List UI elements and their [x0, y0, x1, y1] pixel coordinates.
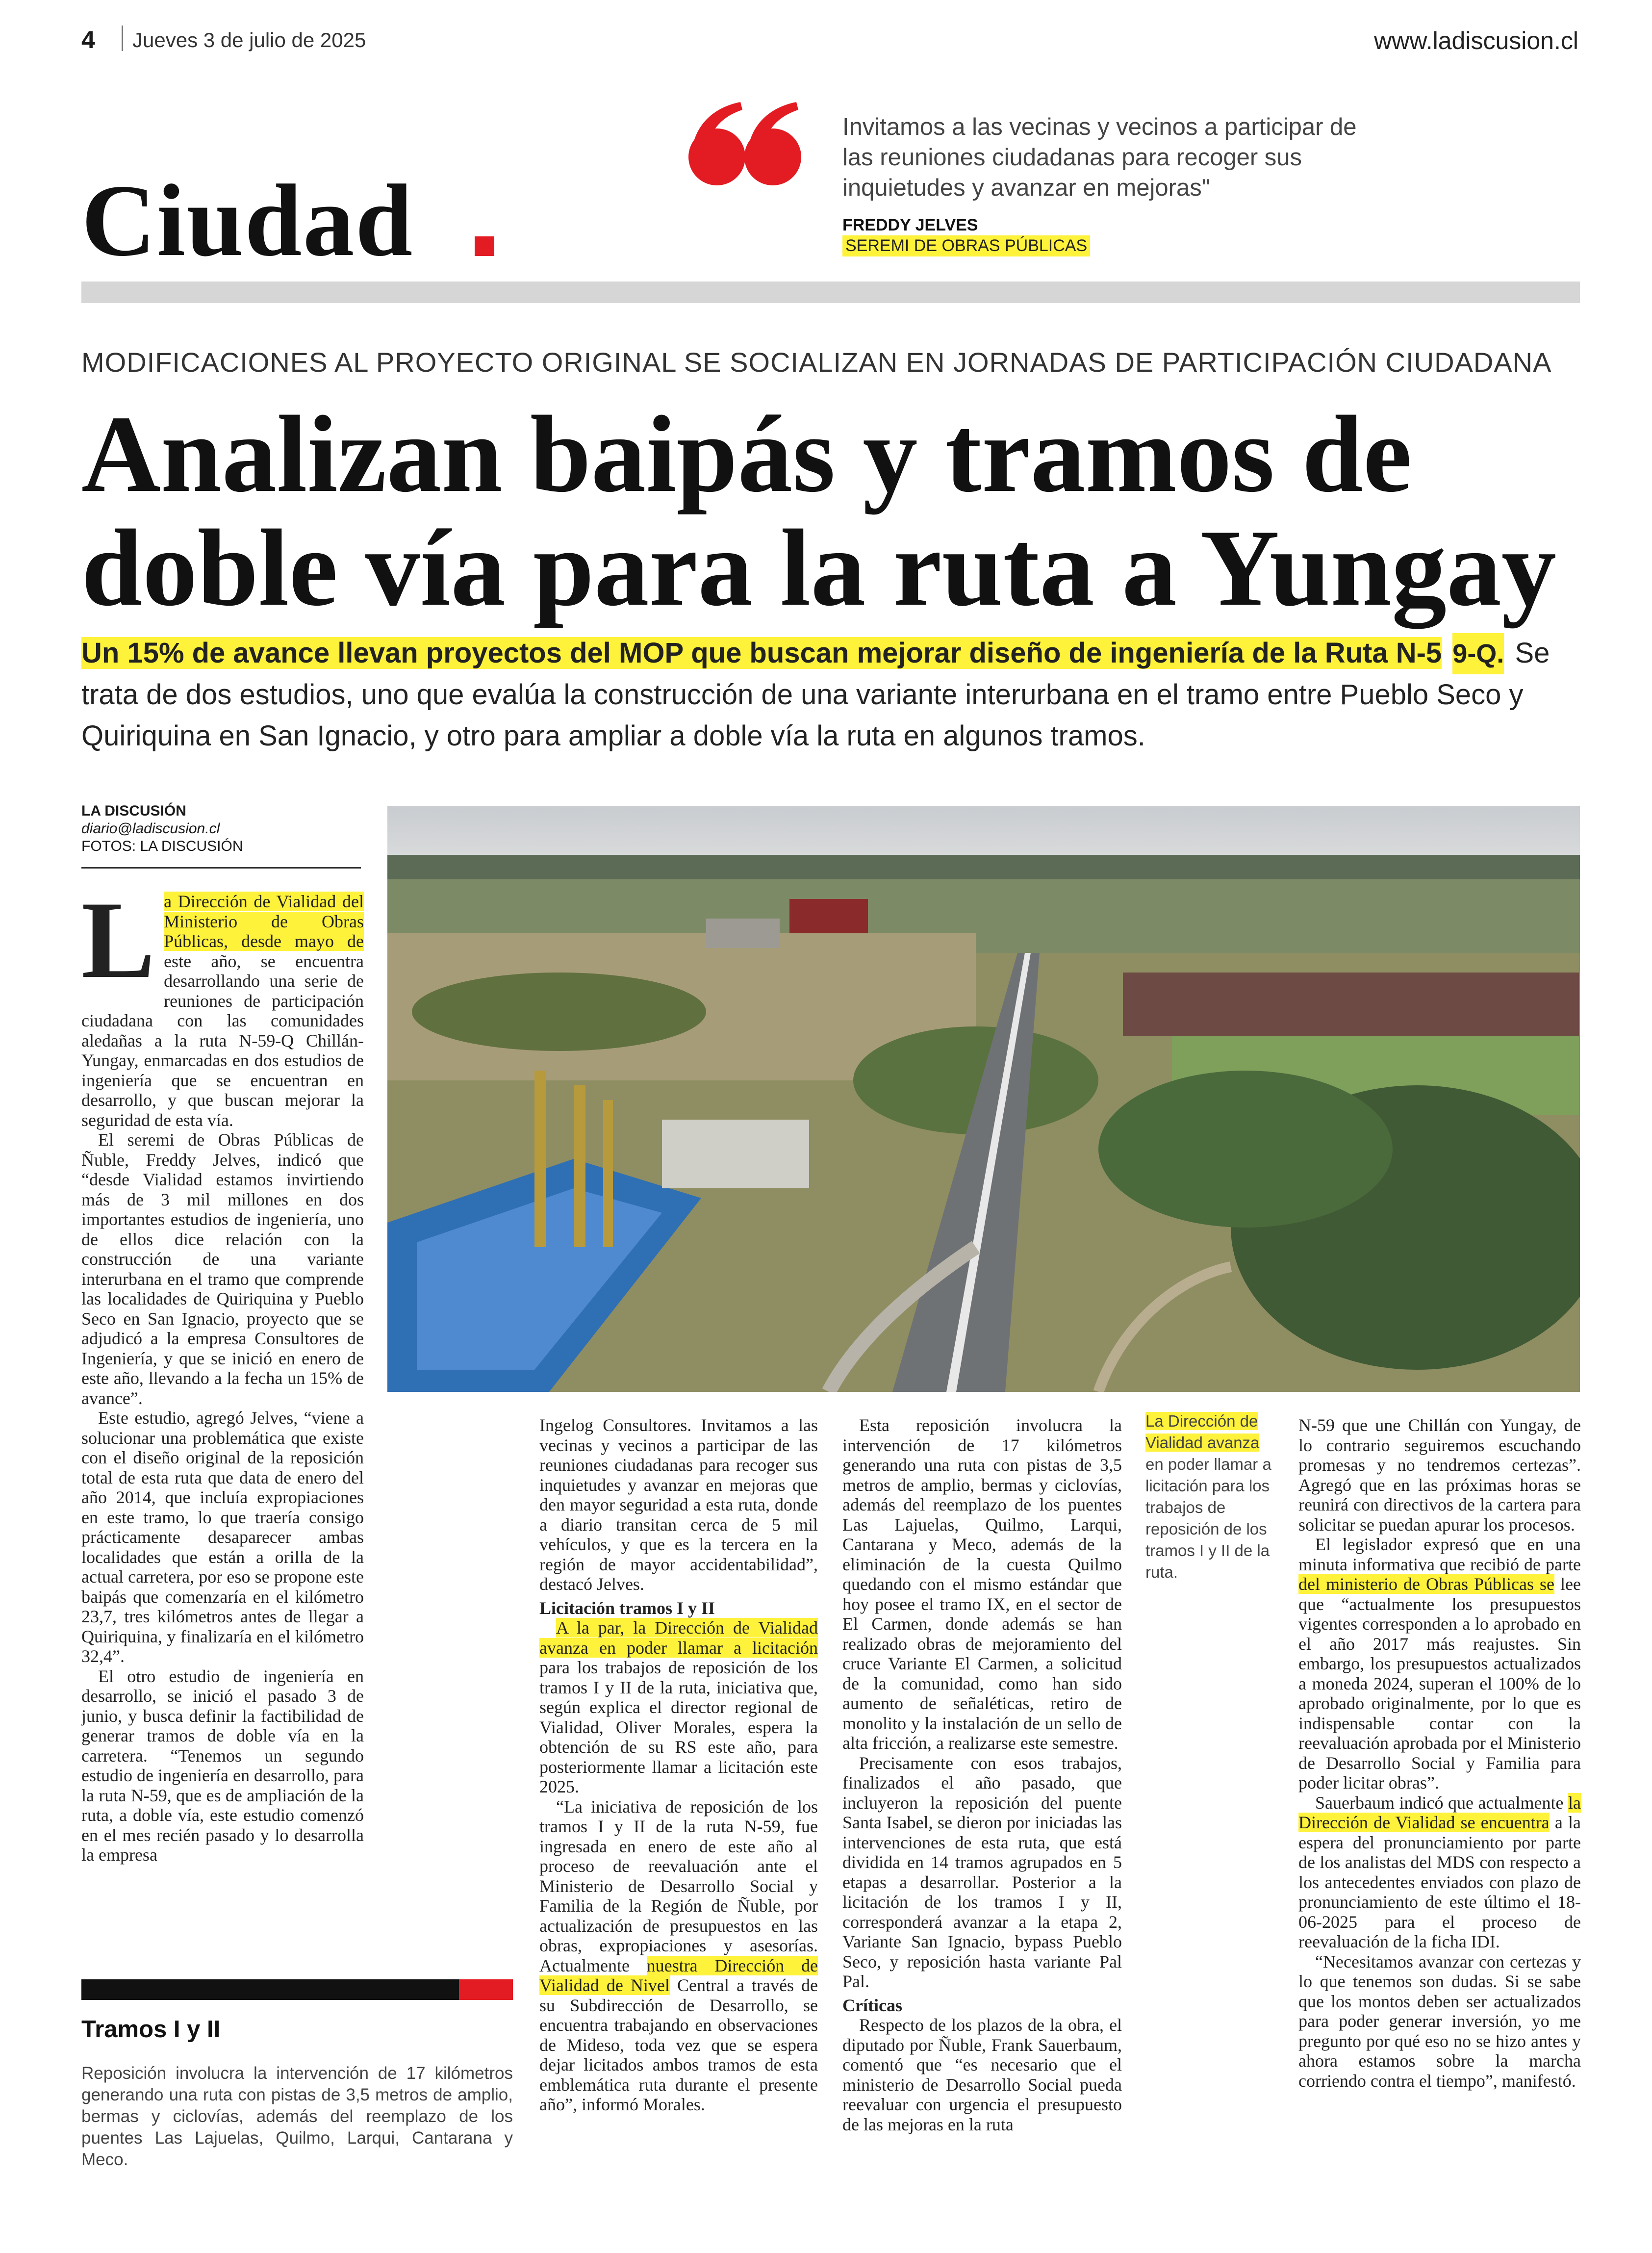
highlighted-text: La Dirección de Vialidad avanza — [1145, 1412, 1260, 1452]
quote-mark-icon — [686, 93, 804, 191]
paragraph: Respecto de los plazos de la obra, el diputado por Ñuble, Frank Sauerbaum, comentó que “es necesario que el ministerio de Desarrollo Social pueda reevaluar con urgencia el presupuesto de las mejoras en la ruta — [842, 2015, 1122, 2134]
article-column-1 — [81, 878, 364, 1865]
paragraph-text: “La iniciativa de reposición de los tramos I y II de la ruta N-59, fue ingresada en enero de este año al proceso de reevaluación ante el Ministerio de Desarrollo Social y Familia de la Región de Ñuble, por actualización de presupuestos en las obras, expropiaciones y asesorías. Actualmente — [539, 1796, 818, 1975]
pull-quote-role: SEREMI DE OBRAS PÚBLICAS — [842, 235, 1090, 256]
paragraph: Esta reposición involucra la intervención de 17 kilómetros generando una ruta con pistas de 3,5 metros de amplio, bermas y ciclovías, además del reemplazo de los puentes Las Lajuelas, Quilmo, Larqui, Cantarana y Meco, además de la eliminación de la cuesta Quilmo quedando con el mismo estándar que hoy posee el tramo IX, en el sector de El Carmen, donde además se han realizado obras de mejoramiento del cruce Variante El Carmen, a solicitud de la comunidad, como han sido aumento de señaléticas, retiro de monolito y la instalación de un sello de alta fricción, a realizarse este semestre. — [842, 1415, 1122, 1753]
article-kicker: MODIFICACIONES AL PROYECTO ORIGINAL SE SOCIALIZAN EN JORNADAS DE PARTICIPACIÓN CIUDADANA — [81, 347, 1552, 378]
paragraph-text: Central a través de su Subdirección de Desarrollo, se encuentra trabajando en observaciones de Mideso, toda vez que se espera dejar licitados ambos tramos de esta emblemática ruta durante el presente año”, informó Morales. — [539, 1975, 818, 2114]
article-column-2 — [539, 1415, 818, 2115]
highlighted-text: nuestra Dirección de Vialidad de Nivel — [539, 1955, 818, 1995]
paragraph-text: para los trabajos de reposición de los tramos I y II de la ruta, iniciativa que, según explica el director regional de Vialidad, Oliver Morales, espera la obtención de su RS este año, para posteriormente llamar a licitación este 2025. — [539, 1658, 818, 1796]
sidebar-title: Tramos I y II — [81, 2016, 221, 2043]
photo-caption — [1145, 1410, 1274, 1583]
subheading: Críticas — [842, 1995, 902, 2015]
sidebar-rule — [81, 1979, 459, 2000]
paragraph: N-59 que une Chillán con Yungay, de lo contrario seguiremos escuchando promesas y no tendremos certezas”. Agregó que en las próximas horas se reunirá con directivos de la cartera para solicitar se puedan apurar los procesos. — [1298, 1415, 1581, 1535]
paragraph — [539, 1618, 818, 1797]
paragraph-text: El legislador expresó que en una minuta informativa que recibió de parte — [1298, 1535, 1581, 1574]
paragraph: Este estudio, agregó Jelves, “viene a solucionar una problemática que existe con el diseño original de la reposición total de esta ruta que data de enero del año 2014, que incluía expropiaciones en este tramo, lo que traería consigo prácticamente desaparecer ambas localidades que están a orilla de la actual carretera, por eso se propone este baipás que comenzaría en el kilómetro 23,7, tres kilómetros antes de llegar a Quiriquina, y finalizaría en el kilómetro 32,4”. — [81, 1408, 364, 1666]
paragraph: “Necesitamos avanzar con certezas y lo que tenemos son dudas. Si se sabe que los montos deben ser actualizados para poder generar inversión, yo me pregunto por qué eso no se hizo antes y ahora estamos sobre la marcha corriendo contra el tiempo”, manifestó. — [1298, 1951, 1581, 2091]
byline-photos: FOTOS: LA DISCUSIÓN — [81, 838, 243, 854]
paragraph: El otro estudio de ingeniería en desarrollo, se inició el pasado 3 de junio, y busca definir la factibilidad de generar tramos de doble vía en la carretera. “Tenemos un segundo estudio de ingeniería en desarrollo, para la ruta N-59, que es de ampliación de la ruta, a doble vía, este estudio comenzó en el mes recién pasado y lo desarrolla la empresa — [81, 1666, 364, 1865]
byline-author: LA DISCUSIÓN — [81, 803, 186, 819]
highlighted-text: del ministerio de Obras Públicas se — [1298, 1574, 1555, 1594]
pull-quote-author: FREDDY JELVES — [842, 216, 978, 234]
article-column-5 — [1298, 1415, 1581, 2091]
drop-cap: L — [81, 878, 155, 1001]
paragraph — [1298, 1535, 1581, 1793]
highlighted-text: A la par, la Dirección de Vialidad avanza en poder llamar a licitación — [539, 1618, 818, 1658]
paragraph: El seremi de Obras Públicas de Ñuble, Freddy Jelves, indicó que “desde Vialidad estamos invirtiendo más de 3 mil millones en dos importantes estudios de ingeniería, uno de ellos dice relación con la construcción de una variante interurbana en el tramo que comprende las localidades de Quiriquina y Pueblo Seco en San Ignacio, proyecto que se adjudicó a la empresa Consultores de Ingeniería, y que se inició en enero de este año, llevando a la fecha un 15% de avance”. — [81, 1130, 364, 1408]
paragraph — [1298, 1793, 1581, 1952]
aerial-road-photo — [387, 806, 1580, 1392]
paragraph: Precisamente con esos trabajos, finalizados el año pasado, que incluyeron la reposición del puente Santa Isabel, se dieron por iniciadas las intervenciones de esta ruta, que está dividida en 14 tramos agrupados en 5 etapas a desarrollar. Posterior a la licitación de los tramos I y II, corresponderá avanzar a la etapa 2, Variante San Ignacio, bypass Pueblo Seco, y reposición hasta variante Pal Pal. — [842, 1753, 1122, 1991]
lead-highlight: Un 15% de avance llevan proyectos del MOP que buscan mejorar diseño de ingeniería de la Ruta N-5 — [81, 637, 1442, 669]
section-title: Ciudad — [81, 164, 414, 278]
paragraph-text: a la espera del pronunciamiento por parte de los analistas del MDS con respecto a los antecedentes enviados con plazo de pronunciamiento de este último el 18-06-2025 para el proceso de reevaluación de la ficha IDI. — [1298, 1813, 1581, 1951]
header-divider — [122, 26, 123, 51]
paragraph: Ingelog Consultores. Invitamos a las vecinas y vecinos a participar de las reuniones ciudadanas para recoger sus inquietudes y avanzar en mejoras que den mayor seguridad a esta ruta, donde a diario transitan cerca de 5 mil vehículos, y que es la tercera en la región de mayor accidentabilidad”, destacó Jelves. — [539, 1415, 818, 1594]
paragraph-text: lee que “actualmente los presupuestos vigentes corresponden a lo aprobado en el año 2017 más reajustes. Sin embargo, los presupuestos actualizados a moneda 2024, superan el 100% de lo aprobado originalmente, por lo que es indispensable contar con la reevaluación aprobada por el Ministerio de Desarrollo Social y Familia para poder licitar obras”. — [1298, 1574, 1581, 1792]
byline-email: diario@ladiscusion.cl — [81, 820, 220, 837]
pull-quote-text: Invitamos a las vecinas y vecinos a participar de las reuniones ciudadanas para recoger sus inquietudes y avanzar en mejoras" — [842, 114, 1357, 201]
caption-text: en poder llamar a licitación para los trabajos de reposición de los tramos I y II de la ruta. — [1145, 1455, 1271, 1581]
byline — [81, 802, 356, 855]
section-title-dot — [475, 236, 494, 256]
byline-rule — [81, 867, 361, 869]
sidebar-text: Reposición involucra la intervención de 17 kilómetros generando una ruta con pistas de 3,5 metros de amplio, bermas y ciclovías, además del reemplazo de los puentes Las Lajuelas, Quilmo, Larqui, Cantarana y Meco. — [81, 2064, 513, 2169]
issue-date: Jueves 3 de julio de 2025 — [132, 28, 366, 51]
header-rule — [81, 282, 1580, 303]
paragraph — [81, 878, 364, 1130]
article-column-3 — [842, 1415, 1122, 2134]
subheading: Licitación tramos I y II — [539, 1598, 715, 1618]
website-url: www.ladiscusion.cl — [1374, 27, 1578, 54]
lead-text: Se trata de dos estudios, uno que evalúa la construcción de una variante interurbana en el tramo entre Pueblo Seco y Quiriquina en San Ignacio, y otro para ampliar a doble vía la ruta en algunos tramos. — [81, 637, 1550, 752]
sidebar-rule-accent — [459, 1979, 513, 2000]
article-headline: Analizan baipás y tramos de doble vía para la ruta a Yungay — [81, 393, 1556, 629]
paragraph-text: este año, se encuentra desarrollando una serie de reuniones de participación ciudadana con las comunidades aledañas a la ruta N-59-Q Chillán-Yungay, enmarcadas en dos estudios de ingeniería que se encuentran en desarrollo, y que buscan mejorar la seguridad de esta vía. — [81, 951, 364, 1130]
page-number: 4 — [81, 26, 95, 53]
route-sign-icon: 9-Q. — [1452, 633, 1504, 674]
highlighted-text: la Dirección de Vialidad se encuentra — [1298, 1792, 1581, 1832]
paragraph — [539, 1797, 818, 2115]
highlighted-text: a Dirección de Vialidad del Ministerio de Obras Públicas, desde mayo de — [164, 892, 364, 951]
paragraph-text: Sauerbaum indicó que actualmente — [1315, 1792, 1569, 1813]
article-lead — [81, 633, 1577, 757]
